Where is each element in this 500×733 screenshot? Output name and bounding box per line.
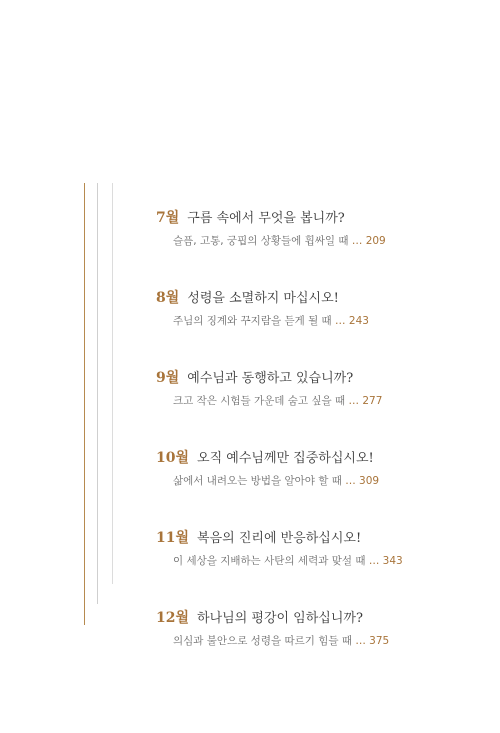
page-number: … 309 <box>345 475 380 487</box>
chapter-title: 구름 속에서 무엇을 봅니까? <box>187 211 345 226</box>
chapter-title: 오직 예수님께만 집중하십시오! <box>197 451 374 466</box>
chapter-subtitle: 크고 작은 시험들 가운데 숨고 싶을 때 <box>173 395 346 407</box>
month-label: 10월 <box>156 450 190 466</box>
toc-entry-july[interactable] <box>156 206 386 248</box>
month-label: 8월 <box>156 290 180 306</box>
page-number: … 209 <box>351 235 386 247</box>
toc-entry-august[interactable] <box>156 286 369 328</box>
light-vertical-rule <box>112 183 113 584</box>
toc-entry-december[interactable] <box>156 606 389 648</box>
toc-entry-october[interactable] <box>156 446 379 488</box>
page-number: … 375 <box>355 635 390 647</box>
chapter-subtitle: 이 세상을 지배하는 사탄의 세력과 맞설 때 <box>173 555 366 567</box>
toc-entry-september[interactable] <box>156 366 382 408</box>
chapter-title: 예수님과 동행하고 있습니까? <box>187 371 354 386</box>
page-number: … 243 <box>335 315 369 327</box>
chapter-title: 복음의 진리에 반응하십시오! <box>197 531 362 546</box>
month-label: 11월 <box>156 530 190 546</box>
month-label: 9월 <box>156 370 180 386</box>
chapter-subtitle: 삶에서 내려오는 방법을 알아야 할 때 <box>173 475 342 487</box>
chapter-title: 하나님의 평강이 임하십니까? <box>197 611 363 626</box>
gray-vertical-rule <box>97 183 98 604</box>
chapter-subtitle: 주님의 징계와 꾸지람을 듣게 될 때 <box>173 315 332 327</box>
gold-vertical-rule <box>84 183 85 625</box>
page-number: … 277 <box>348 395 383 407</box>
toc-entry-november[interactable] <box>156 526 403 568</box>
chapter-subtitle: 의심과 불안으로 성령을 따르기 힘들 때 <box>173 635 352 647</box>
month-label: 12월 <box>156 610 190 626</box>
chapter-subtitle: 슬픔, 고통, 궁핍의 상황들에 휩싸일 때 <box>173 235 349 247</box>
page-number: … 343 <box>368 555 403 567</box>
chapter-title: 성령을 소멸하지 마십시오! <box>187 291 339 306</box>
month-label: 7월 <box>156 210 180 226</box>
